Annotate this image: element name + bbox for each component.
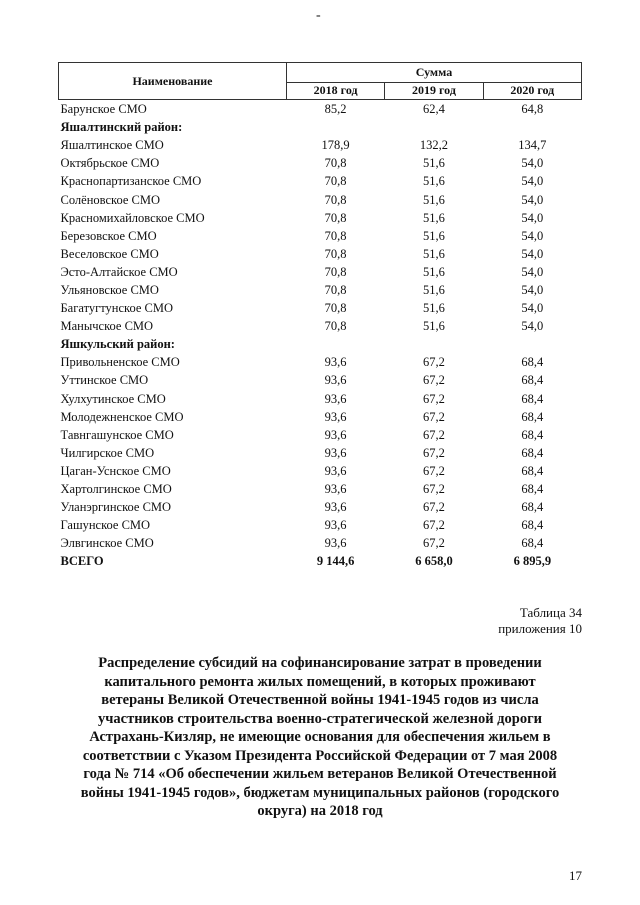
cell-2020: 68,4 [521, 427, 544, 442]
cell-2020: 6 895,9 [513, 554, 552, 569]
cell-2019: 67,2 [423, 355, 445, 370]
cell-2019: 67,2 [423, 518, 445, 533]
table-row [59, 390, 582, 408]
cell-name: Гашунское СМО [60, 518, 151, 533]
cell-2018: 93,6 [324, 373, 347, 388]
cell-name: Яшкульский район: [60, 337, 175, 352]
cell-2020: 54,0 [521, 246, 544, 261]
cell-2018: 70,8 [324, 210, 347, 225]
cell-name: Краснопартизанское СМО [60, 174, 202, 189]
cell-name: Красномихайловское СМО [60, 210, 205, 225]
cell-2019: 51,6 [423, 282, 445, 297]
cell-name: Яшалтинское СМО [60, 138, 164, 153]
cell-2019: 51,6 [423, 246, 445, 261]
cell-2018: 93,6 [324, 518, 347, 533]
table-row [59, 317, 582, 335]
cell-2020: 54,0 [521, 156, 544, 171]
cell-2018: 178,9 [321, 138, 350, 153]
cell-name: Чилгирское СМО [60, 445, 155, 460]
cell-2019: 67,2 [423, 391, 445, 406]
cell-2019: 67,2 [423, 482, 445, 497]
column-header-name: Наименование [59, 63, 287, 100]
cell-2018 [286, 335, 384, 353]
cell-name: Багатугтунское СМО [60, 301, 174, 316]
table-row [59, 534, 582, 552]
table-row [59, 172, 582, 190]
cell-2018: 93,6 [324, 427, 347, 442]
cell-2018: 93,6 [324, 391, 347, 406]
page-number: 17 [569, 868, 582, 883]
cell-name: Хартолгинское СМО [60, 482, 172, 497]
cell-2019: 51,6 [423, 301, 445, 316]
cell-name: Молодежненское СМО [60, 409, 184, 424]
cell-2020: 68,4 [521, 391, 544, 406]
cell-name: Привольненское СМО [60, 355, 180, 370]
column-header-sum: Сумма [286, 63, 581, 83]
cell-2018: 70,8 [324, 282, 347, 297]
cell-name: Уттинское СМО [60, 373, 149, 388]
cell-name: Манычское СМО [60, 319, 154, 334]
table-row [59, 209, 582, 227]
cell-2019: 51,6 [423, 228, 445, 243]
cell-2020: 54,0 [521, 210, 544, 225]
cell-name: Хулхутинское СМО [60, 391, 166, 406]
subsidy-table [58, 62, 582, 570]
table-row [59, 498, 582, 516]
cell-2020: 68,4 [521, 373, 544, 388]
cell-name: Цаган-Уснское СМО [60, 463, 171, 478]
cell-name: Веселовское СМО [60, 246, 159, 261]
table-row [59, 100, 582, 119]
table-row [59, 245, 582, 263]
district-row [59, 335, 582, 353]
table-row [59, 516, 582, 534]
cell-2020: 54,0 [521, 174, 544, 189]
subsidy-table-container [58, 62, 582, 570]
cell-2020: 68,4 [521, 536, 544, 551]
cell-2020: 68,4 [521, 355, 544, 370]
table-row [59, 227, 582, 245]
cell-2019: 51,6 [423, 192, 445, 207]
cell-2019: 67,2 [423, 463, 445, 478]
table-row [59, 444, 582, 462]
cell-2018: 93,6 [324, 409, 347, 424]
cell-2019 [385, 335, 483, 353]
cell-2020: 54,0 [521, 319, 544, 334]
cell-name: Солёновское СМО [60, 192, 161, 207]
cell-2019: 67,2 [423, 500, 445, 515]
column-header-2020: 2020 год [483, 82, 581, 99]
table-label-appendix: приложения 10 [498, 621, 582, 636]
column-header-2019: 2019 год [385, 82, 483, 99]
cell-2020: 68,4 [521, 482, 544, 497]
table-row [59, 281, 582, 299]
cell-name: Эсто-Алтайское СМО [60, 264, 178, 279]
cell-2019: 67,2 [423, 445, 445, 460]
cell-2019: 132,2 [419, 138, 449, 153]
cell-2018: 70,8 [324, 228, 347, 243]
table-row [59, 299, 582, 317]
table-row [59, 371, 582, 389]
table-row [59, 263, 582, 281]
cell-name: ВСЕГО [60, 554, 104, 569]
cell-2018: 93,6 [324, 482, 347, 497]
total-row [59, 552, 582, 570]
table-row [59, 408, 582, 426]
table-label-number: Таблица 34 [519, 605, 582, 620]
table-row [59, 136, 582, 154]
cell-2020: 68,4 [521, 445, 544, 460]
table-row [59, 154, 582, 172]
cell-2020: 134,7 [518, 138, 547, 153]
cell-2018: 9 144,6 [316, 554, 355, 569]
cell-2018: 70,8 [324, 156, 347, 171]
cell-2018: 70,8 [324, 301, 347, 316]
cell-name: Барунское СМО [60, 102, 147, 117]
table-row [59, 480, 582, 498]
cell-2019: 51,6 [423, 156, 445, 171]
cell-name: Березовское СМО [60, 228, 157, 243]
column-header-2018: 2018 год [286, 82, 384, 99]
table-row [59, 426, 582, 444]
cell-2018: 70,8 [324, 264, 347, 279]
cell-name: Тавнгашунское СМО [60, 427, 174, 442]
table-row [59, 190, 582, 208]
cell-2019: 62,4 [423, 102, 445, 117]
cell-2019: 67,2 [423, 536, 445, 551]
cell-2020 [483, 335, 581, 353]
cell-2020: 54,0 [521, 228, 544, 243]
cell-2019: 51,6 [423, 210, 445, 225]
cell-2018: 70,8 [324, 174, 347, 189]
cell-2018: 93,6 [324, 500, 347, 515]
cell-2019 [385, 118, 483, 136]
cell-2019: 51,6 [423, 264, 445, 279]
table-label [498, 605, 582, 637]
table-heading: Распределение субсидий на софинансирование затрат в проведении капитального ремонта жилых помещений, в которых проживают ветераны Великой Отечественной войны 1941-1945 годов из числа участников строительства военно-стратегической железной дороги Астрахань-Кизляр, не имеющие основания для обеспечения жильем в соответствии с Указом Президента Российской Федерации от 7 мая 2008 года № 714 «Об обеспечении жильем ветеранов Великой Отечественной войны 1941-1945 годов», бюджетам муниципальных районов (городского округа) на 2018 год [80, 655, 560, 819]
cell-2018: 70,8 [324, 319, 347, 334]
cell-2020: 68,4 [521, 409, 544, 424]
table-header [59, 63, 582, 100]
cell-2019: 51,6 [423, 174, 445, 189]
cell-2020: 68,4 [521, 500, 544, 515]
cell-name: Ульяновское СМО [60, 282, 159, 297]
cell-2018 [286, 118, 384, 136]
cell-2020: 54,0 [521, 264, 544, 279]
cell-2020: 68,4 [521, 463, 544, 478]
cell-2018: 93,6 [324, 445, 347, 460]
cell-2018: 93,6 [324, 355, 347, 370]
cell-2018: 70,8 [324, 192, 347, 207]
table-body [59, 100, 582, 571]
cell-2019: 67,2 [423, 427, 445, 442]
cell-2018: 70,8 [324, 246, 347, 261]
cell-name: Уланэргинское СМО [60, 500, 172, 515]
cell-name: Октябрьское СМО [60, 156, 160, 171]
cell-2019: 51,6 [423, 319, 445, 334]
cell-2020: 64,8 [521, 102, 544, 117]
cell-2018: 93,6 [324, 463, 347, 478]
table-row [59, 353, 582, 371]
cell-2019: 67,2 [423, 409, 445, 424]
cell-2020 [483, 118, 581, 136]
cell-2019: 6 658,0 [415, 554, 453, 569]
cell-2020: 54,0 [521, 301, 544, 316]
cell-2018: 85,2 [324, 102, 347, 117]
district-row [59, 118, 582, 136]
cell-2020: 54,0 [521, 192, 544, 207]
cell-name: Элвгинское СМО [60, 536, 154, 551]
page-top-mark: - [316, 8, 321, 23]
cell-name: Яшалтинский район: [60, 120, 183, 135]
cell-2020: 68,4 [521, 518, 544, 533]
cell-2019: 67,2 [423, 373, 445, 388]
table-row [59, 462, 582, 480]
cell-2018: 93,6 [324, 536, 347, 551]
cell-2020: 54,0 [521, 282, 544, 297]
